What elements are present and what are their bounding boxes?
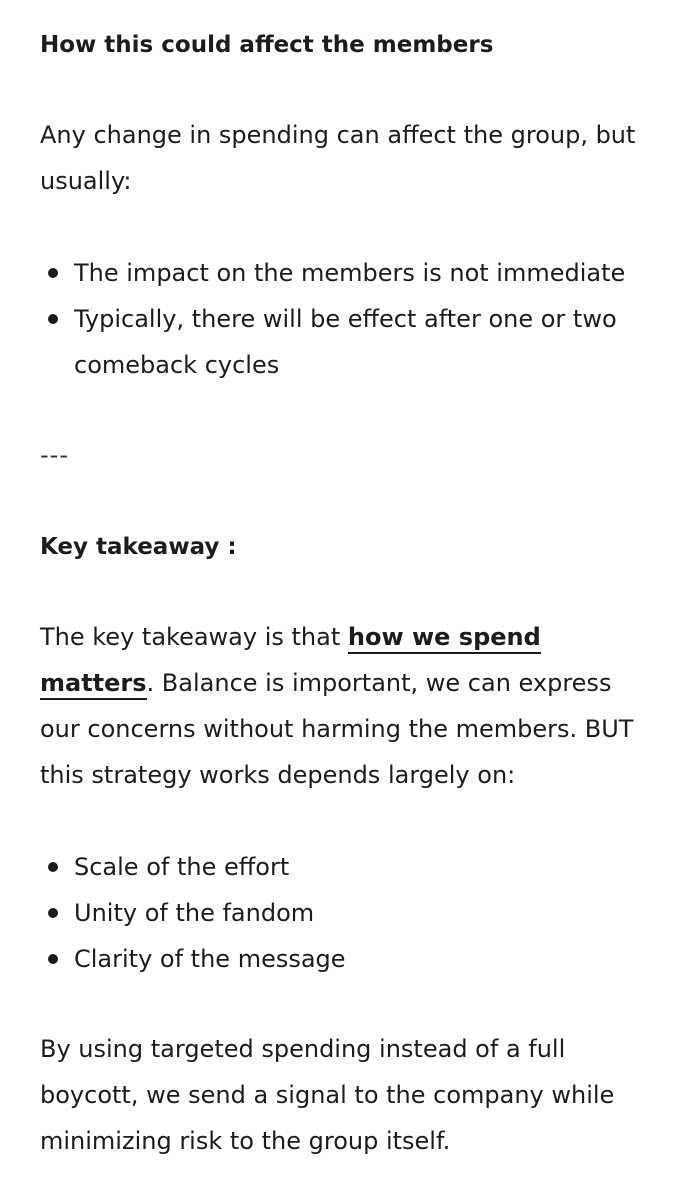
paragraph-spending-change: Any change in spending can affect the group, but usually:: [40, 121, 636, 195]
list-item-text: Clarity of the message: [74, 945, 346, 973]
paragraph-text-start: The key takeaway is that: [40, 623, 348, 651]
section-heading-takeaway: Key takeaway :: [40, 534, 237, 560]
paragraph-text-end: . Balance is important, we can express our concerns without harming the members. BUT this strategy works depends largely on:: [40, 669, 634, 789]
list-item: [40, 936, 650, 982]
bullet-list-impact: [40, 250, 650, 388]
list-item-text: The impact on the members is not immediate: [74, 259, 626, 287]
list-item: [40, 296, 650, 388]
bullet-icon: [48, 908, 58, 918]
list-item-text: Scale of the effort: [74, 853, 290, 881]
bullet-icon: [48, 862, 58, 872]
paragraph-takeaway: [40, 614, 650, 798]
list-item-text: Typically, there will be effect after one or two comeback cycles: [74, 305, 617, 379]
list-item: [40, 250, 650, 296]
bullet-icon: [48, 268, 58, 278]
divider-text: ---: [40, 441, 69, 469]
section-heading-members: How this could affect the members: [40, 32, 494, 58]
paragraph-closing: By using targeted spending instead of a full boycott, we send a signal to the company while minimizing risk to the group itself.: [40, 1035, 615, 1155]
article-content: [40, 20, 650, 1164]
bullet-icon: [48, 954, 58, 964]
list-item: [40, 890, 650, 936]
bullet-list-factors: [40, 844, 650, 982]
list-item-text: Unity of the fandom: [74, 899, 315, 927]
bullet-icon: [48, 314, 58, 324]
list-item: [40, 844, 650, 890]
how-we-spend-matters-link[interactable]: how we spend matters: [40, 623, 541, 700]
